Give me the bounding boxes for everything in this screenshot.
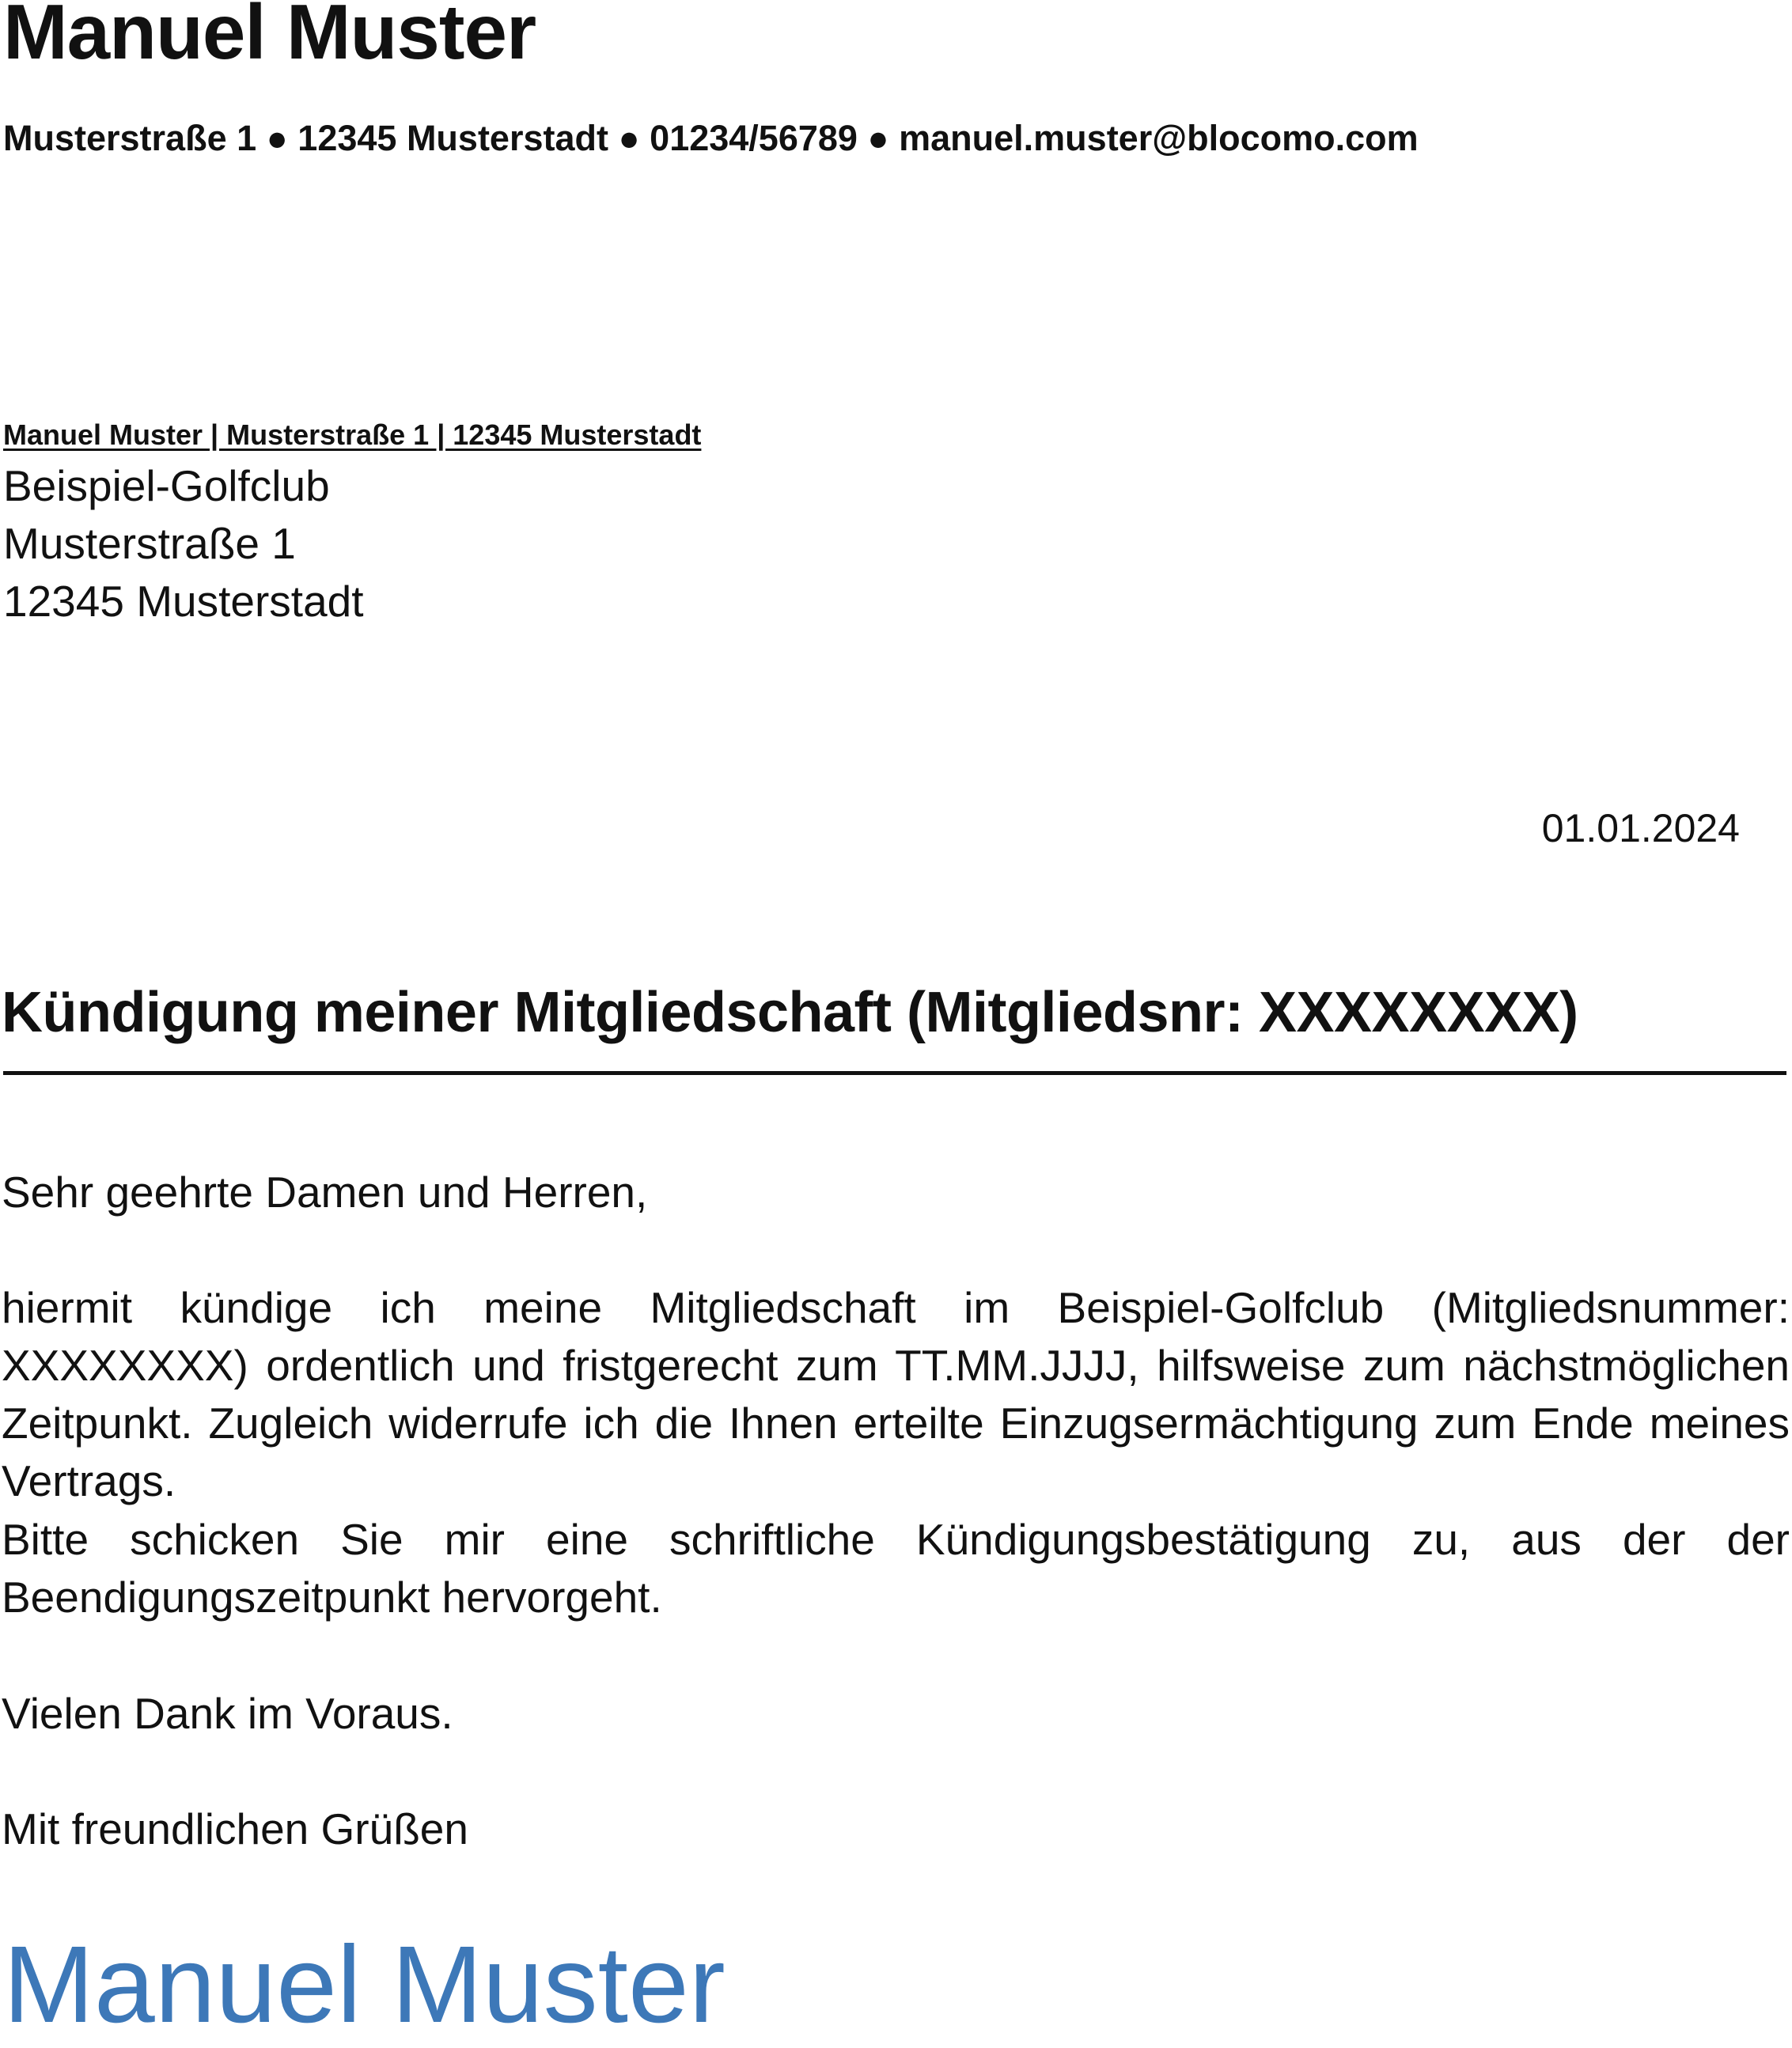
closing-line: Mit freundlichen Grüßen [2,1804,468,1853]
recipient-name: Beispiel-Golfclub [3,461,330,510]
body-paragraph-1: hiermit kündige ich meine Mitgliedschaft im Beispiel-Golfclub (Mitgliedsnummer: XXXXXXXX) ordentlich und fristgerecht zum TT.MM.JJJJ, hilfsweise zum nächstmöglichen Zeitpunkt. Zugleich widerrufe ich die Ihnen erteilte Einzugsermächtigung zum Ende meines Vertrags. [2,1283,1790,1505]
recipient-address [3,457,364,630]
sender-contact-line: Musterstraße 1 ● 12345 Musterstadt ● 01234/56789 ● manuel.muster@blocomo.com [3,118,1419,158]
subject-divider [3,1071,1786,1075]
return-address-line: Manuel Muster | Musterstraße 1 | 12345 Musterstadt [3,418,702,451]
recipient-city: 12345 Musterstadt [3,577,364,626]
subject-line: Kündigung meiner Mitgliedschaft (Mitgliedsnr: XXXXXXXX) [2,981,1578,1044]
salutation: Sehr geehrte Damen und Herren, [2,1168,648,1217]
letter-date: 01.01.2024 [1541,806,1740,850]
signature: Manuel Muster [3,1924,726,2046]
recipient-street: Musterstraße 1 [3,519,296,568]
body-paragraph-2: Bitte schicken Sie mir eine schriftliche Kündigungsbestätigung zu, aus der der Beendigungszeitpunkt hervorgeht. [2,1515,1790,1622]
sender-name: Manuel Muster [3,0,536,75]
thanks-line: Vielen Dank im Voraus. [2,1689,453,1738]
